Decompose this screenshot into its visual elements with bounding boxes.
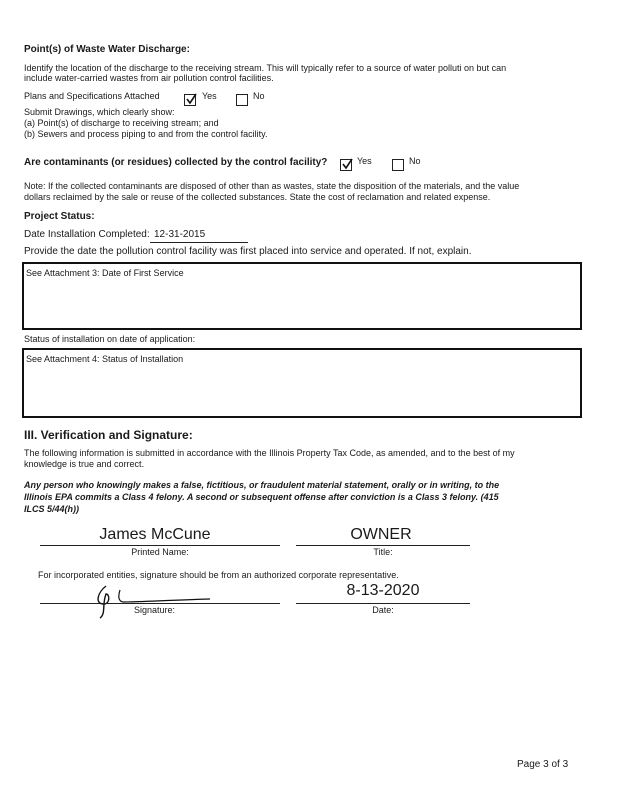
submit-item-b: (b) Sewers and process piping to and from the control facility. — [24, 129, 268, 139]
checkmark-icon — [340, 157, 354, 171]
verification-heading: III. Verification and Signature: — [24, 428, 193, 442]
provide-date-line: Provide the date the pollution control facility was first placed into service and operated. If not, explain. — [24, 246, 472, 257]
title-label: Title: — [373, 547, 393, 557]
contaminants-yes-checkbox[interactable] — [340, 156, 352, 174]
plans-specs-label: Plans and Specifications Attached — [24, 91, 160, 101]
first-service-box[interactable] — [22, 262, 582, 330]
waste-water-line-1: Identify the location of the discharge to the receiving stream. This will typically refer to a source of water polluti on but can — [24, 63, 507, 73]
status-installation-box[interactable] — [22, 348, 582, 418]
plans-yes-checkbox[interactable] — [184, 91, 196, 109]
title-value[interactable]: OWNER — [350, 526, 412, 543]
signature-label: Signature: — [134, 605, 176, 615]
verification-line-1: The following information is submitted in accordance with the Illinois Property Tax Code, as amended, and to the best of my — [24, 448, 515, 458]
date-signed-underline — [296, 603, 470, 604]
plans-no-label: No — [253, 91, 265, 101]
warning-line-1: Any person who knowingly makes a false, fictitious, or fraudulent material statement, orally or in writing, to the — [24, 480, 500, 490]
page-number: Page 3 of 3 — [517, 759, 569, 770]
date-installation-underline — [150, 242, 248, 243]
title-underline — [296, 545, 470, 546]
contaminants-note-2: dollars reclaimed by the sale or reuse of the collected substances. State the cost of reclamation and related expense. — [24, 192, 491, 202]
contaminants-yes-label: Yes — [357, 156, 372, 166]
project-status-heading: Project Status: — [24, 211, 95, 222]
waste-water-heading: Point(s) of Waste Water Discharge: — [24, 44, 190, 55]
date-installation-value[interactable]: 12-31-2015 — [154, 229, 206, 240]
contaminants-note-1: Note: If the collected contaminants are disposed of other than as wastes, state the disposition of the materials, and the value — [24, 181, 520, 191]
plans-yes-label: Yes — [202, 91, 217, 101]
printed-name-label: Printed Name: — [131, 547, 189, 557]
checkmark-icon — [184, 92, 198, 106]
date-installation-label: Date Installation Completed: — [24, 229, 150, 240]
date-signed-value[interactable]: 8-13-2020 — [346, 582, 420, 599]
submit-drawings-line: Submit Drawings, which clearly show: — [24, 107, 175, 117]
status-installation-label: Status of installation on date of application: — [24, 334, 196, 344]
contaminants-no-label: No — [409, 156, 421, 166]
contaminants-question: Are contaminants (or residues) collected by the control facility? — [24, 157, 328, 168]
plans-no-checkbox[interactable] — [236, 91, 248, 109]
warning-line-2: Illinois EPA commits a Class 4 felony. A second or subsequent offense after conviction is a Class 3 felony. (415 — [24, 492, 499, 502]
warning-line-3: ILCS 5/44(h)) — [24, 504, 80, 514]
status-installation-text: See Attachment 4: Status of Installation — [26, 354, 184, 364]
corporate-note: For incorporated entities, signature should be from an authorized corporate representative. — [38, 570, 399, 580]
verification-line-2: knowledge is true and correct. — [24, 459, 145, 469]
submit-item-a: (a) Point(s) of discharge to receiving stream; and — [24, 118, 219, 128]
printed-name-underline — [40, 545, 280, 546]
date-signed-label: Date: — [372, 605, 394, 615]
contaminants-no-checkbox[interactable] — [392, 156, 404, 174]
signature-underline — [40, 603, 280, 604]
first-service-text: See Attachment 3: Date of First Service — [26, 268, 184, 278]
printed-name-value[interactable]: James McCune — [99, 526, 211, 543]
waste-water-line-2: include water-carried wastes from air pollution control facilities. — [24, 73, 274, 83]
